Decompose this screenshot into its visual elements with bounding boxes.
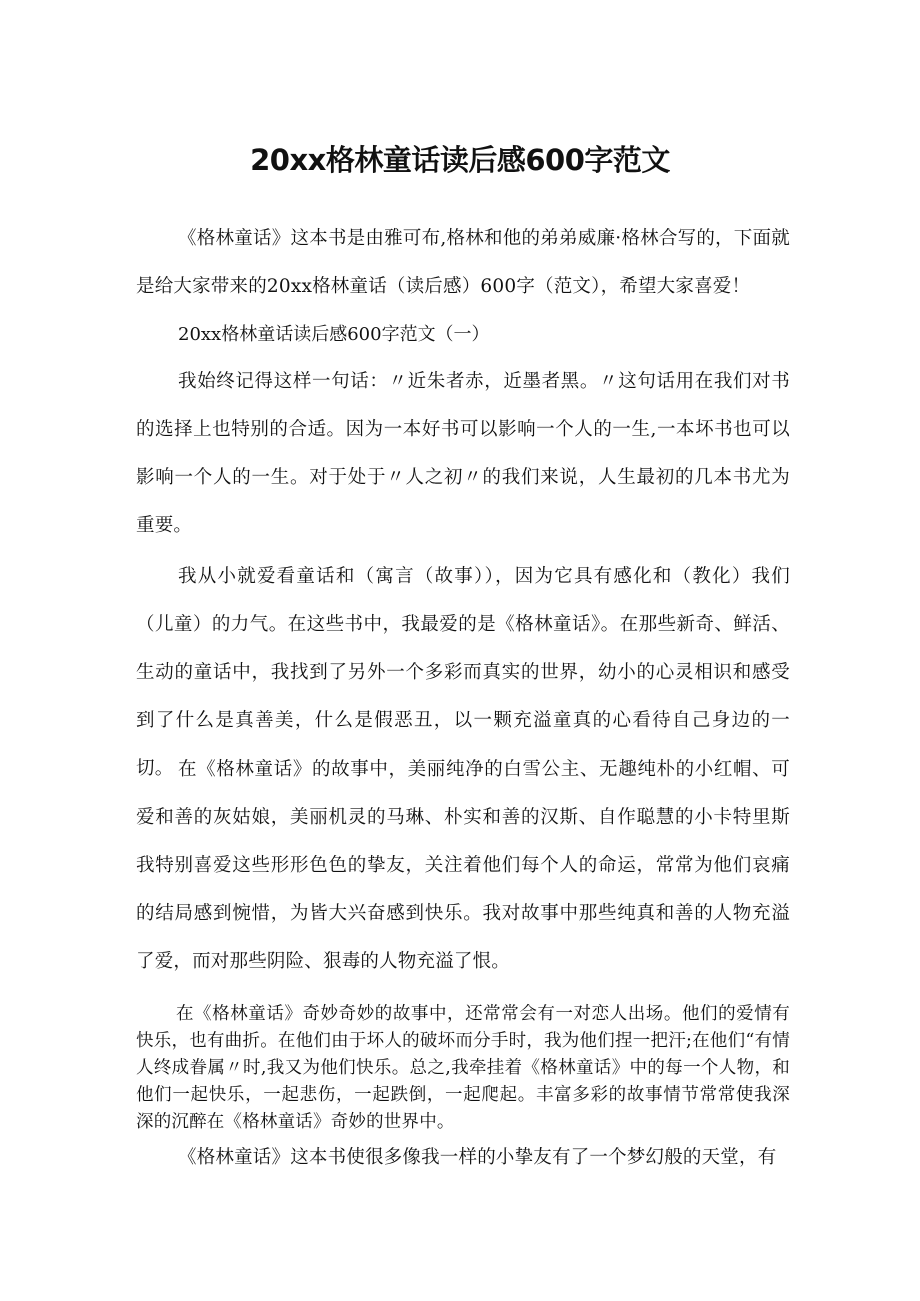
body-paragraph-3: 在《格林童话》的故事中，美丽纯净的白雪公主、无趣纯朴的小红帽、可爱和善的灰姑娘，美丽机灵的马琳、朴实和善的汉斯、自作聪慧的小卡特里斯我特别喜爱这些形形色色的挚友，关注着他们每个人的命运，常常为他们哀痛的结局感到惋惜，为皆大兴奋感到快乐。我对故事中那些纯真和善的人物充溢了爱，而对那些阴险、狠毒的人物充溢了恨。 bbox=[136, 759, 790, 972]
section-heading: 20xx格林童话读后感600字范文（一） bbox=[178, 324, 490, 345]
body-paragraph-2: 我从小就爱看童话和（寓言（故事）），因为它具有感化和（教化）我们（儿童）的力气。在这些书中，我最爱的是《格林童话》。在那些新奇、鲜活、生动的童话中，我找到了另外一个多彩而真实的世界，幼小的心灵相识和感受到了什么是真善美，什么是假恶丑，以一颗充溢童真的心看待自己身边的一切。 bbox=[136, 566, 790, 779]
intro-paragraph: 《格林童话》这本书是由雅可布,格林和他的弟弟威廉·格林合写的，下面就是给大家带来的20xx格林童话（读后感）600字（范文），希望大家喜爱！ bbox=[136, 228, 790, 297]
body-paragraph-4: 在《格林童话》奇妙奇妙的故事中，还常常会有一对恋人出场。他们的爱情有快乐，也有曲折。在他们由于坏人的破坏而分手时，我为他们捏一把汗;在他们“有情人终成眷属〃时,我又为他们快乐。总之,我牵挂着《格林童话》中的每一个人物，和他们一起快乐，一起悲伤，一起跌倒，一起爬起。丰富多彩的故事情节常常使我深深的沉醉在《格林童话》奇妙的世界中。 bbox=[136, 1004, 790, 1132]
document-title: 20xx格林童话读后感600字范文 bbox=[250, 143, 670, 177]
body-paragraph-1: 我始终记得这样一句话：〃近朱者赤，近墨者黑。〃这句话用在我们对书的选择上也特别的合适。因为一本好书可以影响一个人的一生,一本坏书也可以影响一个人的一生。对于处于〃人之初〃的我们来说，人生最初的几本书尤为重要。 bbox=[136, 371, 790, 536]
body-paragraph-5: 《格林童话》这本书使很多像我一样的小挚友有了一个梦幻般的天堂，有 bbox=[178, 1147, 777, 1168]
